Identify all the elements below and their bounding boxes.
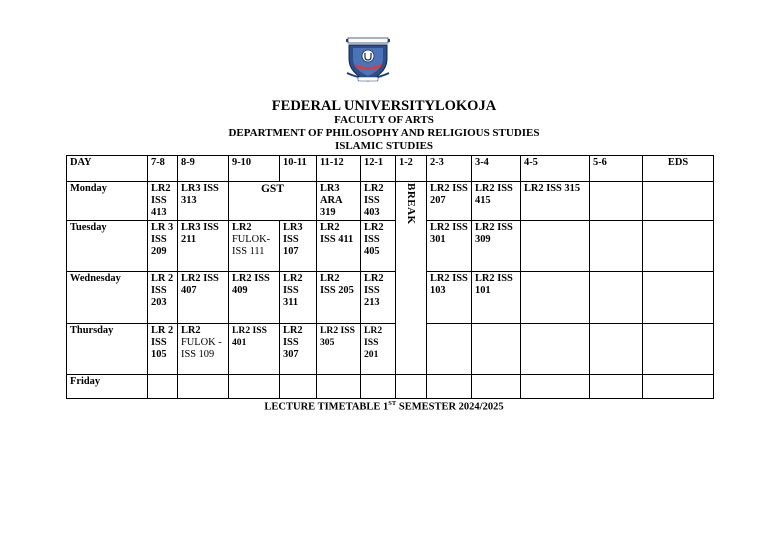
table-cell: LR2 ISS 407 [178,272,229,324]
caption-superscript: ST [388,400,397,407]
table-cell: LR3 ISS 313 [178,182,229,221]
table-cell: LR 3 ISS 209 [148,221,178,272]
column-header: 4-5 [521,156,590,182]
table-cell: LR3 ISS 107 [280,221,317,272]
gst-cell: GST [229,182,317,221]
course-label: FULOK-ISS 111 [232,234,271,257]
table-cell [472,375,521,399]
caption-suffix: SEMESTER 2024/2025 [396,401,504,413]
table-cell: LR2 ISS 409 [229,272,280,324]
table-cell [590,272,643,324]
caption-prefix: LECTURE TIMETABLE 1 [264,401,389,413]
table-cell: LR2 ISS 307 [280,324,317,375]
table-cell: LR2 ISS 413 [148,182,178,221]
table-cell: LR3 ISS 211 [178,221,229,272]
department-name: DEPARTMENT OF PHILOSOPHY AND RELIGIOUS STUDIES [228,127,540,139]
day-label: Wednesday [67,272,148,324]
table-cell [148,375,178,399]
table-cell [521,272,590,324]
table-cell: LR2 ISS 101 [472,272,521,324]
table-header-row [67,156,714,182]
table-cell [590,375,643,399]
column-header: 11-12 [317,156,361,182]
column-header: 3-4 [472,156,521,182]
table-cell: LR2 ISS 103 [427,272,472,324]
table-cell [590,182,643,221]
table-cell [643,324,714,375]
table-cell [229,221,280,272]
table-cell [280,375,317,399]
table-cell [643,272,714,324]
day-label: Monday [67,182,148,221]
table-cell [178,324,229,375]
table-row [67,324,714,375]
table-cell: LR2 ISS 205 [317,272,361,324]
table-cell: LR 2 ISS 203 [148,272,178,324]
table-row [67,221,714,272]
table-cell [427,324,472,375]
table-cell: LR2 ISS 403 [361,182,396,221]
course-label: FULOK -ISS 109 [181,337,222,360]
table-cell: LR2 ISS 305 [317,324,361,375]
table-cell: LR 2 ISS 105 [148,324,178,375]
column-header: EDS [643,156,714,182]
table-cell [643,221,714,272]
column-header: 1-2 [396,156,427,182]
column-header: 5-6 [590,156,643,182]
table-row [67,375,714,399]
table-cell [643,182,714,221]
table-cell [427,375,472,399]
faculty-name: FACULTY OF ARTS [334,114,434,126]
break-cell [396,182,427,375]
table-cell [396,375,427,399]
column-header: 9-10 [229,156,280,182]
table-cell [361,375,396,399]
table-cell: LR2 ISS 301 [427,221,472,272]
day-label: Tuesday [67,221,148,272]
timetable-table [66,155,714,399]
table-cell [521,375,590,399]
room-label: LR2 [181,325,201,336]
table-cell: LR2 ISS 311 [280,272,317,324]
day-label: Thursday [67,324,148,375]
table-cell [229,375,280,399]
table-cell: LR2 ISS 315 [521,182,590,221]
table-cell: LR2 ISS 411 [317,221,361,272]
university-name: FEDERAL UNIVERSITYLOKOJA [271,98,497,114]
university-crest-logo [343,33,393,85]
column-header: 12-1 [361,156,396,182]
column-header: DAY [67,156,148,182]
table-cell: LR2 ISS 207 [427,182,472,221]
table-cell: LR3 ARA 319 [317,182,361,221]
table-cell: LR2 ISS 405 [361,221,396,272]
table-cell [521,324,590,375]
room-label: LR2 [232,222,252,233]
table-cell [521,221,590,272]
table-cell [178,375,229,399]
table-row [67,182,714,221]
table-cell: LR2 ISS 213 [361,272,396,324]
table-cell [643,375,714,399]
column-header: 8-9 [178,156,229,182]
table-row [67,272,714,324]
table-cell: LR2 ISS 309 [472,221,521,272]
programme-name: ISLAMIC STUDIES [334,140,434,152]
table-cell [590,324,643,375]
column-header: 10-11 [280,156,317,182]
column-header: 7-8 [148,156,178,182]
break-label: BREAK [405,183,417,225]
table-cell [472,324,521,375]
column-header: 2-3 [427,156,472,182]
table-cell [590,221,643,272]
table-cell: LR2 ISS 415 [472,182,521,221]
timetable-caption [0,400,768,413]
table-cell [317,375,361,399]
table-cell: LR2 ISS 201 [361,324,396,375]
day-label: Friday [67,375,148,399]
table-cell: LR2 ISS 401 [229,324,280,375]
